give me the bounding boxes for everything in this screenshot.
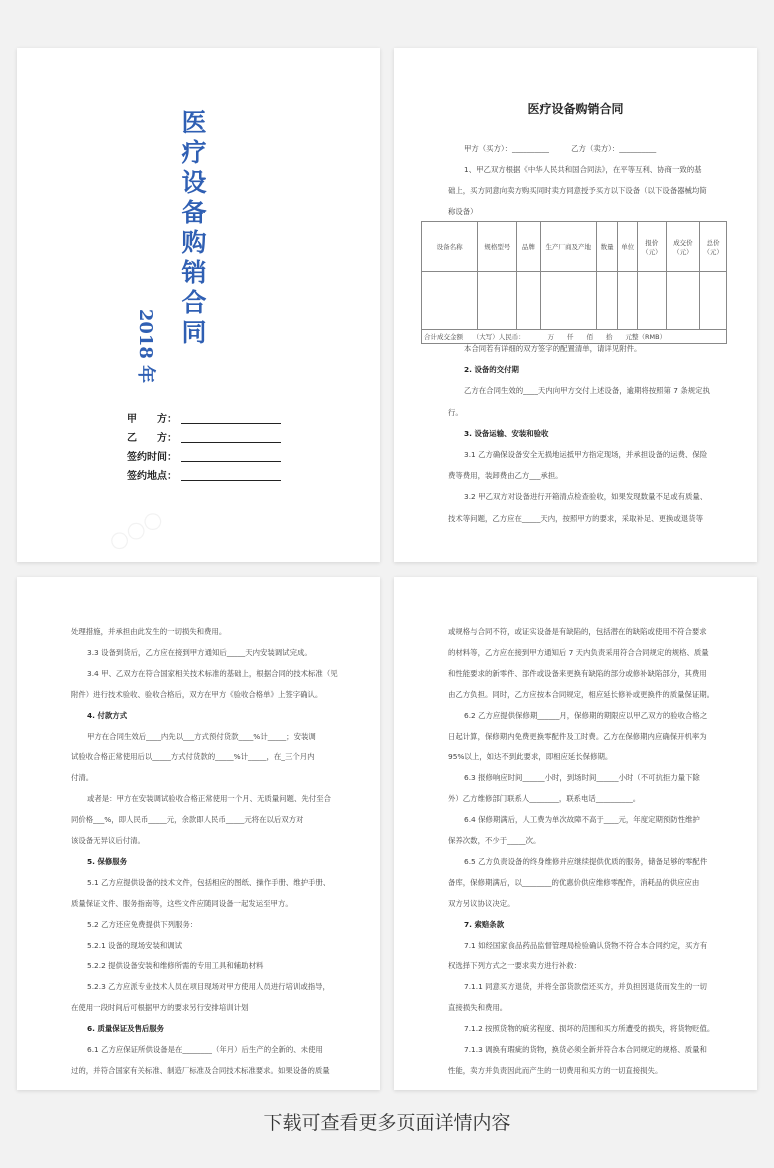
paragraph-line: 1、甲乙双方根据《中华人民共和国合同法》，在平等互利、协商一致的基 xyxy=(464,165,702,174)
cover-title-char: 合 xyxy=(181,288,207,317)
paragraph-line: 费等费用，装卸费由乙方___承担。 xyxy=(448,471,563,481)
paragraph-line: 5.2 乙方还应免费提供下列服务： xyxy=(87,919,198,929)
section-heading: 4. 付款方式 xyxy=(87,710,128,720)
paragraph-line: 日起计算，保修期内免费更换零配件及工时费。乙方在保修期内应确保开机率为 xyxy=(448,731,707,741)
section-heading: 2. 设备的交付期 xyxy=(464,365,519,375)
paragraph-line: 称设备） xyxy=(448,207,478,216)
cover-page xyxy=(17,48,380,562)
paragraph-line: 3.3 设备到货后，乙方应在接到甲方通知后_____天内安装调试完成。 xyxy=(87,647,312,657)
paragraph-line: 保养次数，不少于_____次。 xyxy=(448,836,541,845)
table-cell xyxy=(478,272,517,330)
paragraph-line: 5.1 乙方应提供设备的技术文件，包括相应的图纸、操作手册、维护手册、 xyxy=(87,877,331,887)
signature-field xyxy=(127,448,277,463)
paragraph-line: 的材料等，乙方应在接到甲方通知后 7 天内负责采用符合合同规定的规格、质量 xyxy=(448,647,709,657)
cover-year: 2018 年 xyxy=(135,308,156,384)
table-cell xyxy=(618,272,638,330)
section-heading: 3. 设备运输、安装和验收 xyxy=(464,428,549,438)
table-cell xyxy=(540,272,596,330)
table-header-cell: 总价（元） xyxy=(700,222,727,272)
table-header-cell: 报价（元） xyxy=(638,222,666,272)
paragraph-line: 处理措施，并承担由此发生的一切损失和费用。 xyxy=(71,627,227,636)
table-header-cell: 单位 xyxy=(618,222,638,272)
section-heading: 7. 索赔条款 xyxy=(464,919,505,929)
signature-field xyxy=(127,429,277,444)
cover-title-char: 疗 xyxy=(181,138,207,167)
paragraph-line: 6.3 报修响应时间______小时，到场时间______小时（不可抗拒力量下除 xyxy=(464,773,700,783)
table-cell xyxy=(666,272,700,330)
paragraph-line: 5.2.1 设备的现场安装和调试 xyxy=(87,940,183,950)
signature-label: 甲 方： xyxy=(127,414,177,425)
table-header-cell: 规格型号 xyxy=(478,222,517,272)
paragraph-line: 由乙方负担。同时，乙方应按本合同规定，相应延长修补或更换件的质量保证期。 xyxy=(448,689,715,699)
paragraph-line: 备库，保修期满后，以________的优惠价供应维修零配件，消耗品的供应应由 xyxy=(448,877,700,887)
contract-page-1 xyxy=(394,48,757,562)
paragraph-line: 础上，买方同意向卖方购买同时卖方同意授予买方以下设备（以下设备器械均简 xyxy=(448,186,707,195)
paragraph-line: 直接损失和费用。 xyxy=(448,1003,508,1013)
paragraph-line: 7.1.3 调换有瑕疵的货物，换货必须全新并符合本合同规定的规格、质量和 xyxy=(464,1045,707,1054)
paragraph-line: 行。 xyxy=(448,407,463,417)
table-total-row: 合计成交金额 （大写）人民币： 万 仟 佰 拾 元整（RMB） xyxy=(422,330,727,344)
table-header-cell: 设备名称 xyxy=(422,222,478,272)
cover-title-char: 购 xyxy=(181,228,207,257)
table-cell xyxy=(517,272,540,330)
paragraph-line: 试验收合格正常使用后以_____方式付货款的_____%计_____，在_三个月内 xyxy=(71,752,315,762)
signature-field xyxy=(127,467,277,482)
paragraph-line: 甲方在合同生效后____内先以___方式预付货款____%计_____；安装调 xyxy=(87,731,316,741)
paragraph-line: 质量保证文件、服务指南等，这些文件应随同设备一起发运至甲方。 xyxy=(71,898,293,908)
signature-label: 签约地点： xyxy=(127,471,177,482)
paragraph-line: 6.4 保修期满后，人工费为单次故障不高于____元，年度定期预防性维护 xyxy=(464,815,700,825)
section-heading: 5. 保修服务 xyxy=(87,856,128,866)
paragraph-line: 付清。 xyxy=(71,773,94,783)
paragraph-line: 95%以上，如达不到此要求，即相应延长保修期。 xyxy=(448,752,613,762)
contract-page-3 xyxy=(394,577,757,1090)
paragraph-line: 6.2 乙方应提供保修期______月，保修期的期限应以甲乙双方的验收合格之 xyxy=(464,710,708,720)
paragraph-line: 6.5 乙方负责设备的终身维修并应继续提供优质的服务，储备足够的零配件 xyxy=(464,856,708,866)
paragraph-line: 该设备无异议后付清。 xyxy=(71,836,145,845)
signature-line xyxy=(181,461,281,462)
paragraph-line: 7.1.1 同意买方退货，并将全部货款偿还买方，并负担因退货而发生的一切 xyxy=(464,982,707,992)
cover-title-char: 设 xyxy=(181,168,207,197)
signature-label: 签约时间： xyxy=(127,452,177,463)
paragraph-line: 技术等问题，乙方应在_____天内，按照甲方的要求，采取补足、更换或退货等 xyxy=(448,513,703,523)
cover-title-char: 医 xyxy=(181,108,207,137)
paragraph-line: 在使用一段时间后可根据甲方的要求另行安排培训计划 xyxy=(71,1003,249,1013)
paragraph-line: 和性能要求的新零件、部件或设备来更换有缺陷的部分或修补缺陷部分，其费用 xyxy=(448,668,707,678)
table-header-cell: 数量 xyxy=(596,222,618,272)
contract-title: 医疗设备购销合同 xyxy=(527,102,624,116)
paragraph-line: 或者是：甲方在安装调试验收合格正常使用一个月、无质量问题、先付至合 xyxy=(87,794,331,804)
signature-line xyxy=(181,480,281,481)
table-cell xyxy=(700,272,727,330)
equipment-table xyxy=(421,221,727,344)
paragraph-line: 7.1 如经国家食品药品监督管理局检验确认货物不符合本合同约定，买方有 xyxy=(464,940,708,950)
table-header-cell: 生产厂商及产地 xyxy=(540,222,596,272)
cover-title xyxy=(174,108,214,348)
signature-label: 乙 方： xyxy=(127,433,177,444)
cover-title-char: 销 xyxy=(181,258,207,287)
paragraph-line: 7.1.2 按照货物的疵劣程度、损坏的范围和买方所遭受的损失，将货物贬值。 xyxy=(464,1024,715,1034)
watermark: ○○○ xyxy=(104,505,167,556)
table-header-cell: 成交价（元） xyxy=(666,222,700,272)
cover-title-char: 备 xyxy=(181,198,207,227)
paragraph-line: 外）乙方维修部门联系人________，联系电话__________。 xyxy=(448,794,641,804)
paragraph-line: 3.1 乙方确保设备安全无损地运抵甲方指定现场，并承担设备的运费、保险 xyxy=(464,450,708,459)
section-heading: 6. 质量保证及售后服务 xyxy=(87,1024,165,1034)
contract-page-2 xyxy=(17,577,380,1090)
paragraph-line: 双方另议协议决定。 xyxy=(448,898,515,908)
paragraph-line: 乙方在合同生效的____天内向甲方交付上述设备，逾期将按照第 7 条规定执 xyxy=(464,386,710,396)
paragraph-line: 3.4 甲、乙双方在符合国家相关技术标准的基础上，根据合同的技术标准（见 xyxy=(87,668,338,678)
paragraph-line: 5.2.2 提供设备安装和维修所需的专用工具和辅助材料 xyxy=(87,961,264,971)
paragraph-line: 或规格与合同不符，或证实设备是有缺陷的，包括潜在的缺陷或使用不符合要求 xyxy=(448,627,707,636)
paragraph-line: 过的，并符合国家有关标准、制造厂标准及合同技术标准要求。如果设备的质量 xyxy=(71,1065,330,1075)
footer-note: 下载可查看更多页面详情内容 xyxy=(263,1112,511,1134)
paragraph-line: 3.2 甲乙双方对设备进行开箱清点检查验收，如果发现数量不足或有质量、 xyxy=(464,492,708,502)
paragraph-line: 同价格___%，即人民币_____元，余款即人民币_____元将在以后双方对 xyxy=(71,815,304,825)
paragraph-line: 6.1 乙方应保证所供设备是在________（年月）后生产的全新的、未使用 xyxy=(87,1045,323,1054)
table-cell xyxy=(596,272,618,330)
signature-field xyxy=(127,410,277,425)
signature-line xyxy=(181,442,281,443)
paragraph-line: 性能，卖方并负责因此而产生的一切费用和买方的一切直接损失。 xyxy=(448,1065,663,1075)
paragraph-line: 权选择下列方式之一要求卖方进行补救： xyxy=(448,961,582,971)
paragraph-line: 5.2.3 乙方应派专业技术人员在项目现场对甲方使用人员进行培训或指导， xyxy=(87,982,330,992)
paragraph-line: 附件）进行技术验收、验收合格后，双方在甲方《验收合格单》上签字确认。 xyxy=(71,689,323,699)
cover-title-char: 同 xyxy=(181,318,207,347)
table-cell xyxy=(422,272,478,330)
paragraph-line: 甲方（买方）：__________ 乙方（卖方）：__________ xyxy=(464,144,657,153)
table-cell xyxy=(638,272,666,330)
signature-line xyxy=(181,423,281,424)
paragraph-line: 本合同若有详细的双方签字的配置清单，请详见附件。 xyxy=(464,344,642,353)
table-header-cell: 品牌 xyxy=(517,222,540,272)
